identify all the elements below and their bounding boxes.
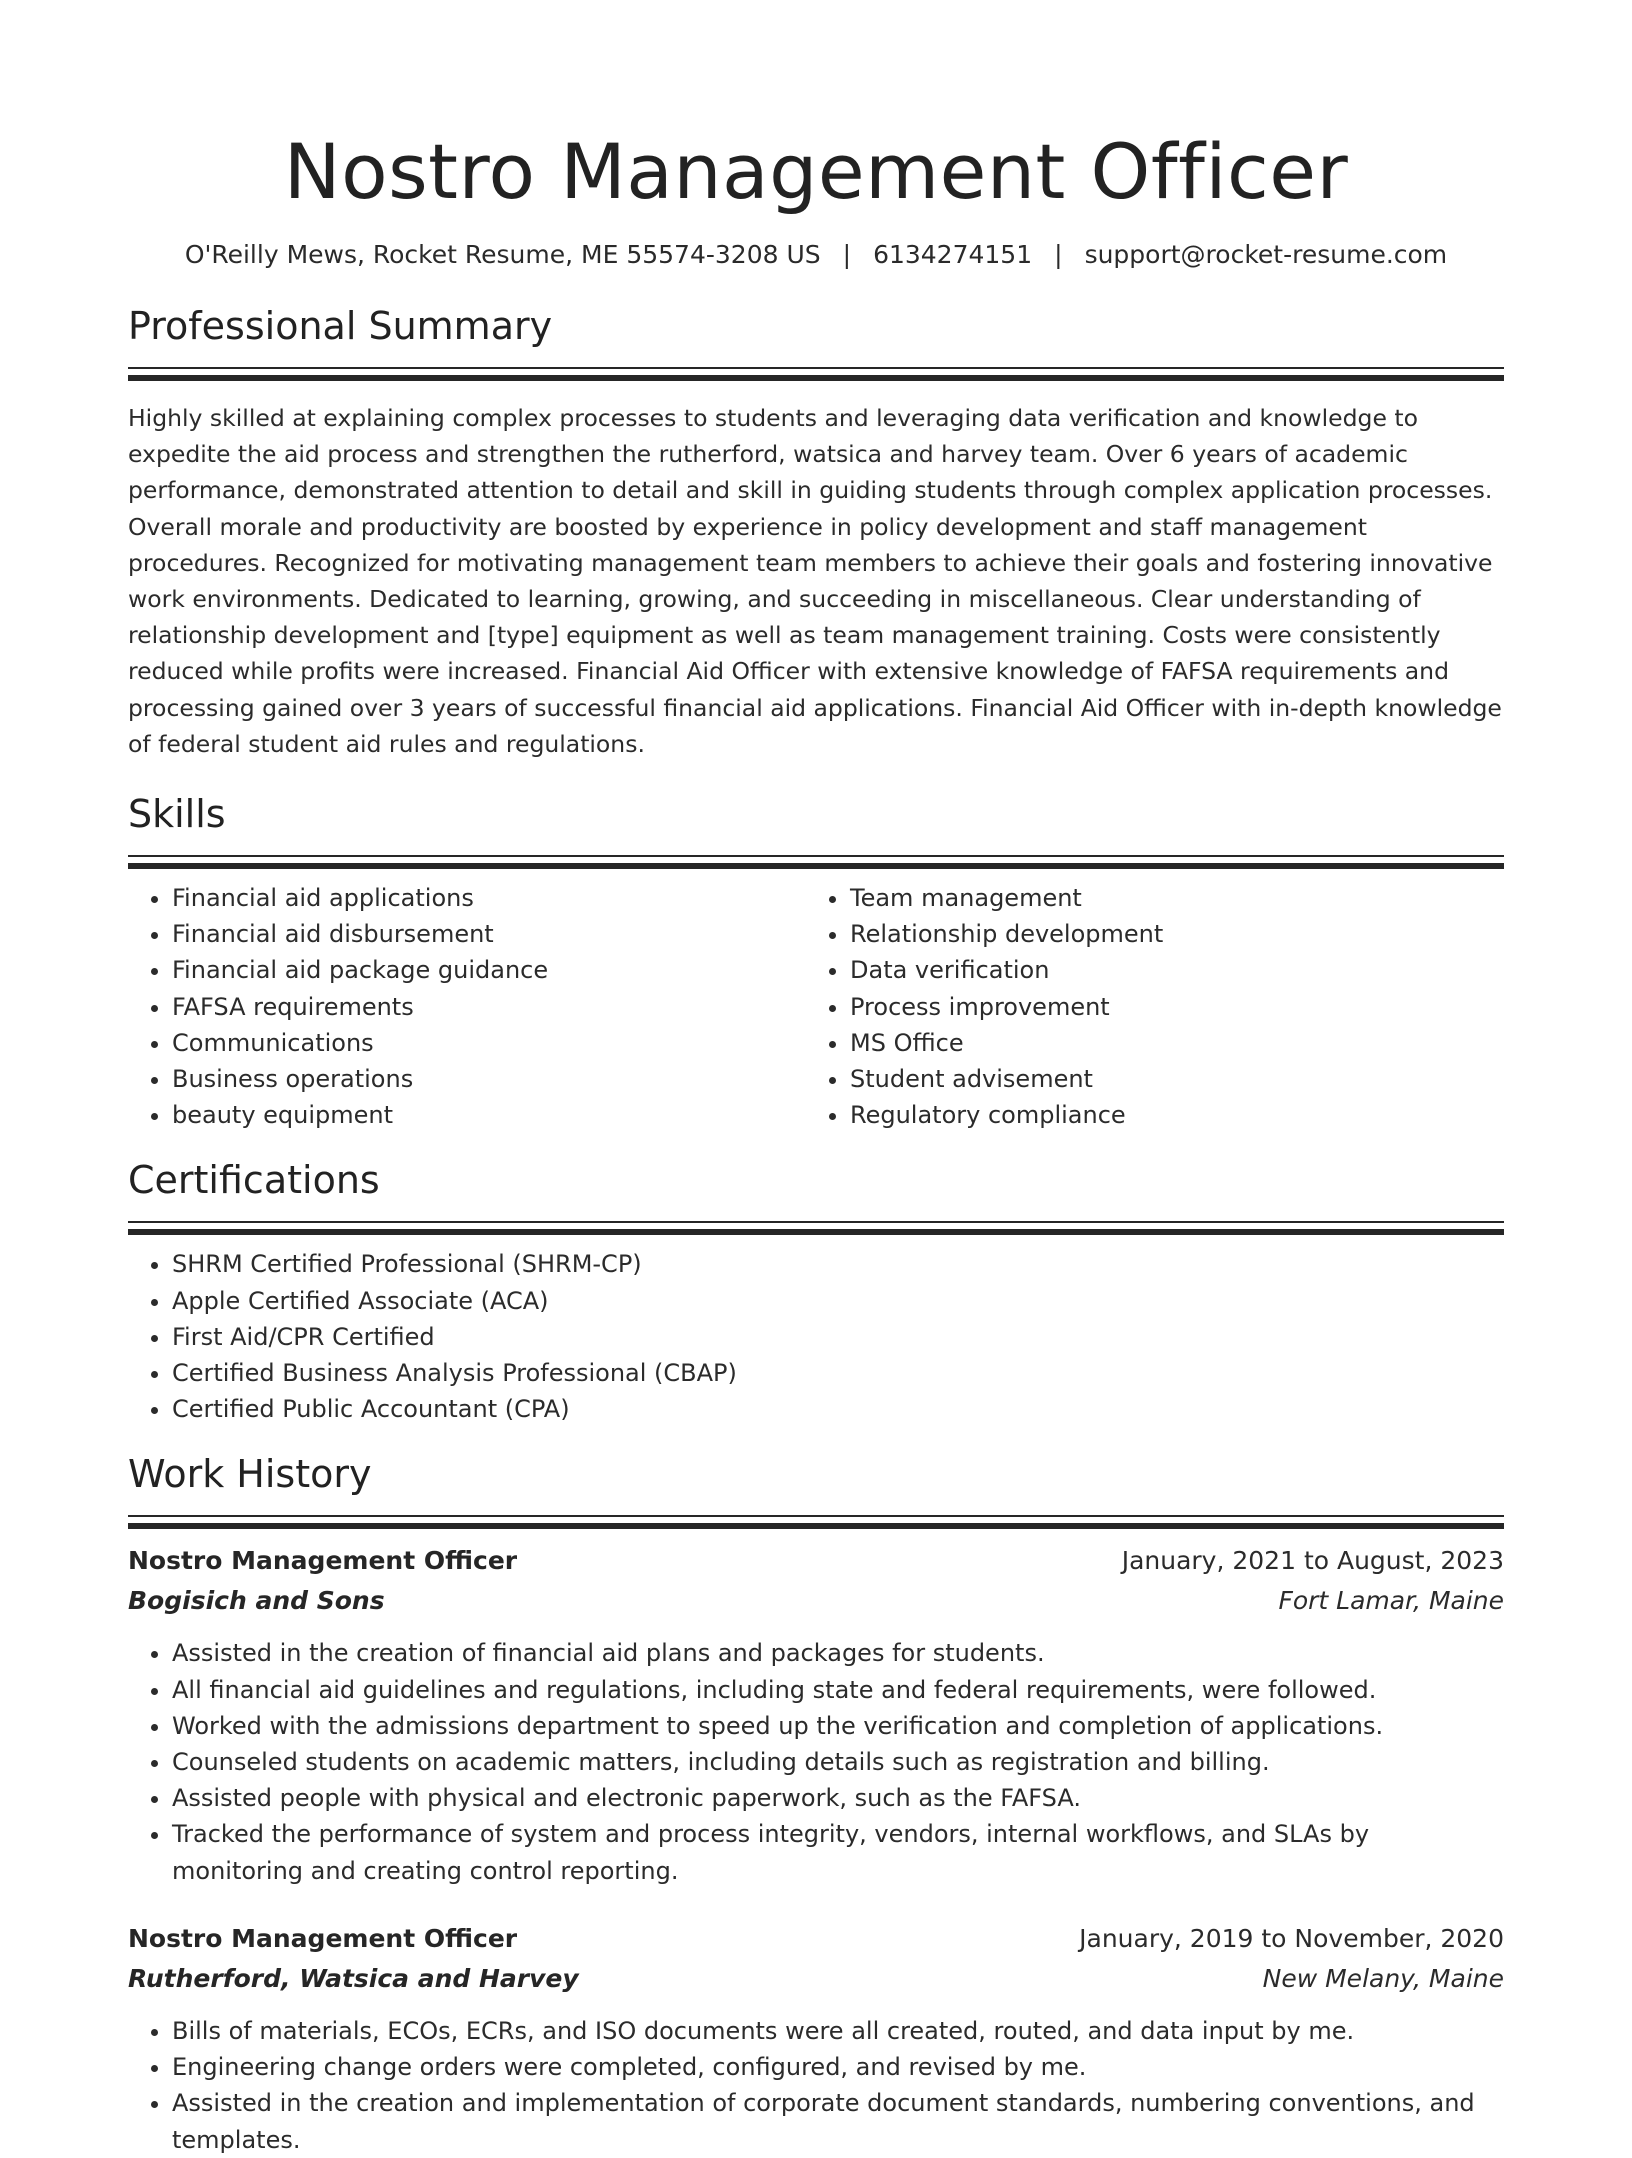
job-location: New Melany, Maine [1262,1963,1504,1993]
section-divider [128,855,1504,866]
skill-item: • Communications [172,1025,806,1061]
job-subheader-row [128,1581,1504,1621]
job-subheader-row [128,1959,1504,1999]
skills-column-right [806,880,1484,1133]
skill-item: • Process improvement [850,989,1484,1025]
certification-item: • Certified Business Analysis Professional (CBAP) [172,1355,1504,1391]
skills-column-left [128,880,806,1133]
section-title-skills: Skills [128,792,226,837]
certification-item: • Apple Certified Associate (ACA) [172,1283,1504,1319]
skills-list-right [806,880,1484,1133]
section-title-work-history: Work History [128,1452,372,1497]
skill-item: • Data verification [850,952,1484,988]
certification-item: • Certified Public Accountant (CPA) [172,1391,1504,1427]
job-bullet: • Tracked the performance of system and process integrity, vendors, internal workflows, and SLAs by monitoring and creating control reporting. [172,1816,1504,1888]
job-bullet: • Assisted in the creation and implementation of corporate document standards, numbering conventions, and templates. [172,2085,1504,2157]
skill-item: • FAFSA requirements [172,989,806,1025]
job-bullet: • All financial aid guidelines and regulations, including state and federal requirements, were followed. [172,1672,1504,1708]
job-dates: January, 2019 to November, 2020 [1079,1923,1504,1953]
job-dates: January, 2021 to August, 2023 [1121,1546,1504,1576]
skill-item: • Regulatory compliance [850,1097,1484,1133]
skill-item: • MS Office [850,1025,1484,1061]
job-company: Rutherford, Watsica and Harvey [128,1963,579,1993]
contact-separator: | [842,240,852,269]
certification-item: • First Aid/CPR Certified [172,1319,1504,1355]
job-bullet: • Assisted people with physical and electronic paperwork, such as the FAFSA. [172,1780,1504,1816]
certifications-list [128,1246,1504,1427]
skill-item: • Financial aid applications [172,880,806,916]
certifications-section [128,1155,1504,1427]
skill-item: • Student advisement [850,1061,1484,1097]
job-bullet: • Worked with the admissions department to speed up the verification and completion of applications. [172,1708,1504,1744]
job-entry [128,1541,1504,1888]
section-title-certifications: Certifications [128,1158,380,1203]
summary-section [128,301,1504,762]
resume-page [128,0,1504,2158]
job-bullets [128,1635,1504,1888]
certification-item: • SHRM Certified Professional (SHRM-CP) [172,1246,1504,1282]
skill-item: • Team management [850,880,1484,916]
skills-section [128,789,1504,1133]
section-divider [128,367,1504,378]
contact-phone: 6134274151 [873,240,1033,269]
resume-name: Nostro Management Officer [283,127,1349,216]
skills-columns [128,880,1504,1133]
job-bullets [128,2013,1504,2158]
skills-list-left [128,880,806,1133]
contact-address: O'Reilly Mews, Rocket Resume, ME 55574-3208 US [184,240,821,269]
summary-text: Highly skilled at explaining complex processes to students and leveraging data verification and knowledge to expedite the aid process and strengthen the rutherford, watsica and harvey team. Over 6 years of academic performance, demonstrated attention to detail and skill in guiding students through complex application processes. Overall morale and productivity are boosted by experience in policy development and staff management procedures. Recognized for motivating management team members to achieve their goals and fostering innovative work environments. Dedicated to learning, growing, and succeeding in miscellaneous. Clear understanding of relationship development and [type] equipment as well as team management training. Costs were consistently reduced while profits were increased. Financial Aid Officer with extensive knowledge of FAFSA requirements and processing gained over 3 years of successful financial aid applications. Financial Aid Officer with in-depth knowledge of federal student aid rules and regulations. [128,404,1502,758]
job-bullet: • Assisted in the creation of financial aid plans and packages for students. [172,1635,1504,1671]
job-location: Fort Lamar, Maine [1278,1586,1504,1616]
work-history-section [128,1449,1504,2157]
job-bullet: • Bills of materials, ECOs, ECRs, and ISO documents were all created, routed, and data input by me. [172,2013,1504,2049]
job-header-row [128,1919,1504,1959]
contact-separator: | [1054,240,1063,269]
contact-line [128,238,1504,272]
skill-item: • Financial aid package guidance [172,952,806,988]
job-bullet: • Engineering change orders were completed, configured, and revised by me. [172,2049,1504,2085]
job-entry [128,1919,1504,2158]
skill-item: • beauty equipment [172,1097,806,1133]
job-bullet: • Counseled students on academic matters, including details such as registration and billing. [172,1744,1504,1780]
skill-item: • Financial aid disbursement [172,916,806,952]
section-title-summary: Professional Summary [128,304,553,348]
job-header-row [128,1541,1504,1581]
skill-item: • Relationship development [850,916,1484,952]
job-company: Bogisich and Sons [128,1586,385,1616]
job-title: Nostro Management Officer [128,1923,518,1953]
skill-item: • Business operations [172,1061,806,1097]
section-divider [128,1221,1504,1232]
section-divider [128,1515,1504,1526]
job-title: Nostro Management Officer [128,1546,518,1576]
contact-email: support@rocket-resume.com [1084,240,1448,269]
